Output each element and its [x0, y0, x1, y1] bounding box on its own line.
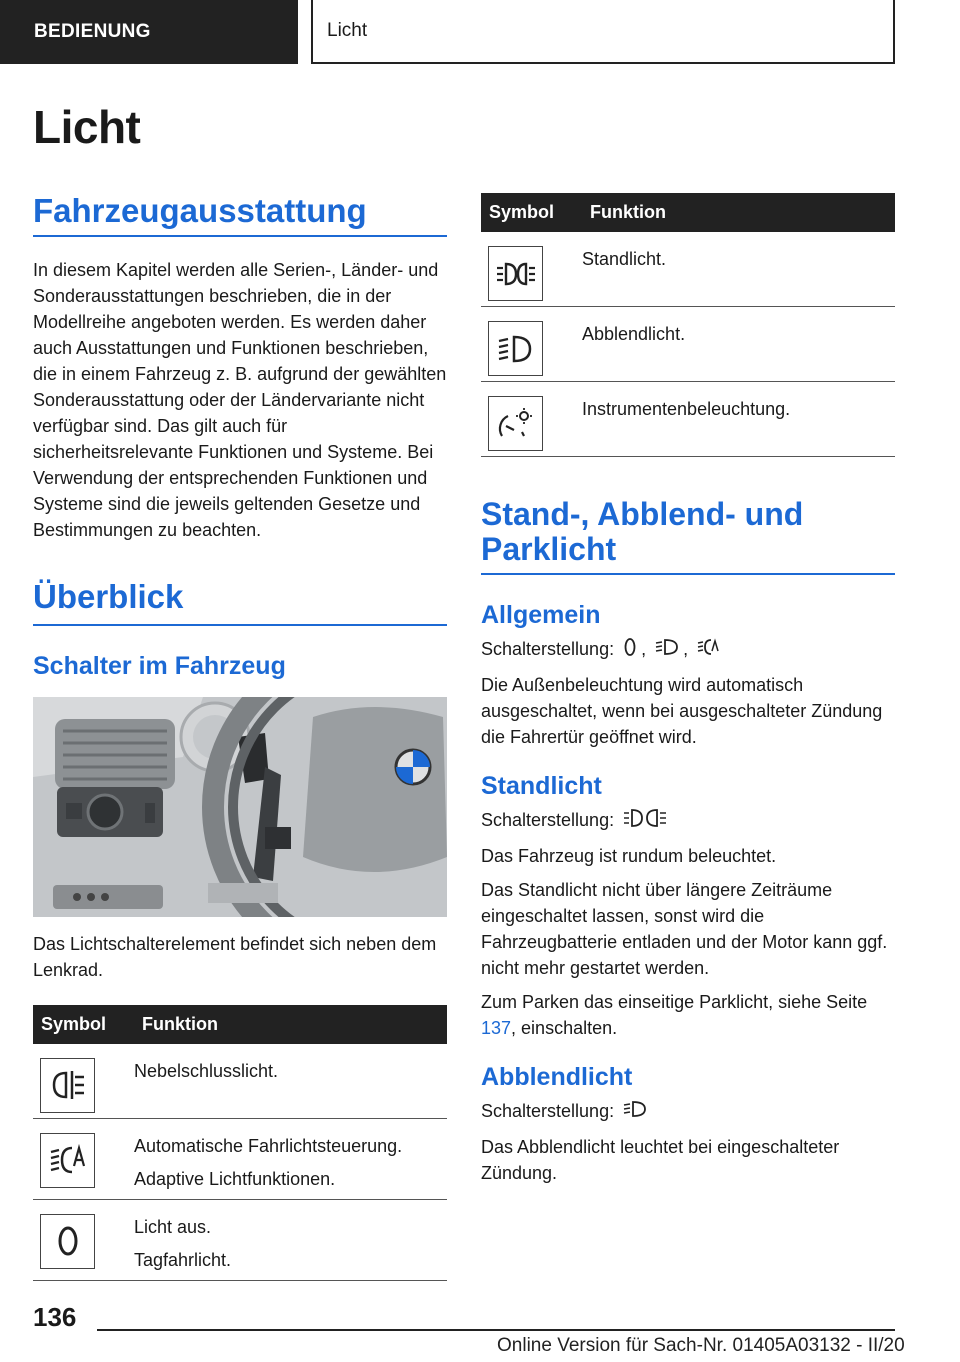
- schalter-standlicht: [481, 807, 895, 835]
- table-row: [481, 382, 895, 457]
- standlicht-p2: Das Standlicht nicht über längere Zeiträume eingeschaltet lassen, sonst wird die Fahrzeugbatterie entladen und der Motor kann ggf. nicht mehr gestartet werden.: [481, 879, 888, 978]
- intro-text: In diesem Kapitel werden alle Serien-, Länder- und Sonderausstattungen beschrieben, die in der Modellreihe angeboten werden. Es werden daher auch Ausstattungen und Funktionen beschrieben, die in einem Fahrzeug z. B. aufgrund der gewählten Sonderausstattung oder der Ländervariante nicht verfügbar sind. Das gilt auch für sicherheitsrelevante Funktionen und Systeme. Bei Verwendung der entsprechenden Funktionen und Systeme sind die jeweils geltenden Gesetze und Bestimmungen zu beachten.: [33, 260, 447, 541]
- row-text: Abblendlicht.: [582, 324, 686, 344]
- symbol-table-left: [33, 1005, 447, 1281]
- schalter-label: Schalterstellung:: [481, 1100, 615, 1121]
- heading-rule: [481, 573, 895, 575]
- abblend-text: Das Abblendlicht leuchtet bei eingeschalteter Zündung.: [481, 1136, 840, 1183]
- left-column: [33, 193, 447, 1281]
- heading-allgemein: Allgemein: [481, 601, 601, 630]
- page-number: 136: [33, 1302, 77, 1332]
- light-switch-photo: [33, 697, 447, 917]
- heading-standlicht: Standlicht: [481, 772, 602, 801]
- heading-ueberblick: Überblick: [33, 578, 184, 616]
- row-text: Automatische Fahrlichtsteuerung.: [134, 1135, 403, 1156]
- row-text: Tagfahrlicht.: [134, 1249, 232, 1270]
- instrument-lighting-icon: [488, 396, 543, 451]
- parking-light-icon: [488, 246, 543, 301]
- heading-fahrzeugausstattung: Fahrzeugausstattung: [33, 192, 367, 229]
- low-beam-icon: [655, 637, 679, 664]
- heading-rule: [33, 235, 447, 237]
- schalter-abblendlicht: [481, 1098, 895, 1126]
- col-header-symbol: Symbol: [33, 1005, 134, 1044]
- lights-off-icon: [623, 637, 637, 664]
- photo-caption: Das Lichtschalterelement befindet sich neben dem Lenkrad.: [33, 933, 437, 980]
- auto-headlight-icon: [40, 1133, 95, 1188]
- page-link[interactable]: 137: [481, 1017, 512, 1038]
- symbol-table-right: [481, 193, 895, 457]
- col-header-funktion: Funktion: [582, 193, 895, 232]
- standlicht-p3-text: Zum Parken das einseitige Parklicht, siehe Seite: [481, 991, 868, 1012]
- col-header-funktion: Funktion: [134, 1005, 447, 1044]
- schalter-allgemein: Schalterstellung: , ,: [481, 636, 895, 664]
- auto-headlight-icon: [697, 637, 721, 664]
- standlicht-p3: [481, 989, 895, 1041]
- footer-rule: [97, 1329, 895, 1331]
- col-header-symbol: Symbol: [481, 193, 582, 232]
- page-title: Licht: [33, 101, 141, 153]
- header-topic: Licht: [311, 0, 895, 64]
- footer-online-version: Online Version für Sach-Nr. 01405A03132 - II/20: [497, 1335, 905, 1356]
- heading-stand-abblend-parklicht: Stand-, Abblend- und Parklicht: [481, 496, 804, 568]
- table-row: [33, 1118, 447, 1199]
- row-text: Licht aus.: [134, 1216, 212, 1237]
- standlicht-p3-text: , einschalten.: [511, 1017, 618, 1038]
- lights-off-icon: [40, 1214, 95, 1269]
- parking-light-icon: [623, 808, 667, 835]
- rear-fog-light-icon: [40, 1058, 95, 1113]
- table-row: [481, 307, 895, 382]
- low-beam-icon: [488, 321, 543, 376]
- header-section: BEDIENUNG: [0, 0, 298, 64]
- allgemein-text: Die Außenbeleuchtung wird automatisch ausgeschaltet, wenn bei ausgeschalteter Zündung die Fahrertür geöffnet wird.: [481, 675, 883, 748]
- heading-abblendlicht: Abblendlicht: [481, 1062, 633, 1091]
- table-row: [481, 232, 895, 307]
- heading-schalter: Schalter im Fahrzeug: [33, 651, 286, 680]
- row-text: Nebelschlusslicht.: [134, 1060, 279, 1081]
- table-row: [33, 1199, 447, 1280]
- row-text: Adaptive Lichtfunktionen.: [134, 1168, 336, 1189]
- row-text: Standlicht.: [582, 249, 667, 269]
- schalter-label: Schalterstellung:: [481, 810, 615, 831]
- standlicht-p1: Das Fahrzeug ist rundum beleuchtet.: [481, 845, 777, 866]
- row-text: Instrumentenbeleuchtung.: [582, 399, 791, 419]
- heading-rule: [33, 624, 447, 626]
- right-column: [481, 193, 895, 1186]
- table-row: [33, 1044, 447, 1119]
- schalter-label: Schalterstellung:: [481, 639, 615, 660]
- low-beam-icon: [623, 1099, 647, 1126]
